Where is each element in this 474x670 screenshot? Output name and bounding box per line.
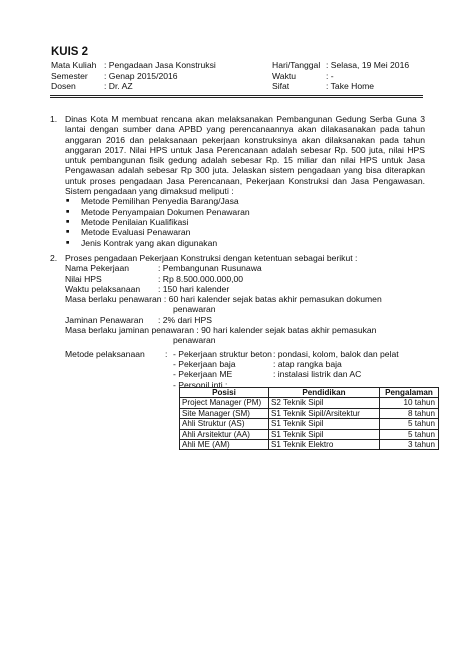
method-desc: : pondasi, kolom, balok dan pelat — [273, 348, 399, 359]
spec-value: : 150 hari kalender — [158, 283, 230, 294]
list-item: ■ Metode Penyampaian Dokumen Penawaran — [50, 207, 425, 217]
header-row — [51, 71, 423, 82]
table-cell: 3 tahun — [380, 440, 439, 450]
table-cell: S2 Teknik Sipil — [269, 398, 380, 408]
spec-value: : 2% dari HPS — [158, 314, 212, 325]
method-desc: : instalasi listrik dan AC — [273, 369, 362, 380]
spec-row — [50, 315, 425, 325]
list-item: ■ Jenis Kontrak yang akan digunakan — [50, 238, 425, 248]
header-row — [51, 81, 423, 92]
method-item: - Pekerjaan struktur beton — [173, 348, 272, 359]
spec-row — [50, 284, 425, 294]
table-cell: Ahli Struktur (AS) — [180, 419, 269, 429]
spec-label: Waktu pelaksanaan — [65, 283, 141, 294]
method-desc: : atap rangka baja — [273, 358, 342, 369]
header-value: : Pengadaan Jasa Konstruksi — [104, 60, 216, 70]
bullet-list — [50, 196, 425, 247]
table-cell: S1 Teknik Sipil — [269, 429, 380, 439]
spec-label: Nama Pekerjaan — [65, 263, 130, 274]
table-header: Posisi — [180, 388, 269, 398]
spec-value: : Pembangunan Rusunawa — [158, 263, 262, 274]
method-label: Metode pelaksanaan — [65, 348, 145, 359]
method-item: - Pekerjaan ME — [173, 369, 233, 380]
table-row — [180, 440, 439, 450]
header-value: : Selasa, 19 Mei 2016 — [326, 60, 410, 70]
table-row — [180, 419, 439, 429]
table-cell: 8 tahun — [380, 408, 439, 418]
table-cell: S1 Teknik Sipil — [269, 419, 380, 429]
table-row — [180, 408, 439, 418]
list-item: ■ Metode Pemilihan Penyedia Barang/Jasa — [50, 196, 425, 206]
list-item: ■ Metode Penilaian Kualifikasi — [50, 217, 425, 227]
table-header: Pendidikan — [269, 388, 380, 398]
table-cell: S1 Teknik Sipil/Arsitektur — [269, 408, 380, 418]
question-intro: Proses pengadaan Pekerjaan Konstruksi dengan ketentuan sebagai berikut : — [65, 253, 358, 263]
question-text: Dinas Kota M membuat rencana akan melaksanakan Pembangunan Gedung Serba Guna 3 lantai dengan sumber dana APBD yang perencanaannya akan dilakasanakan pada tahun anggaran 2016 dan pelaksanaan pekerjaan konstruksinya akan dilaksanakan pada tahun anggaran 2017. Nilai HPS untuk Jasa Perencanaan adalah sebesar Rp. 500 juta, nilai HPS untuk pembangunan fisik gedung adalah sebesar Rp. 15 miliar dan nilai HPS untuk Jasa Pengawasan adalah sebesar Rp 300 juta. Jelaskan sistem pengadaan yang bisa diterapkan untuk proses pengadaan Jasa Perencanaan, Pekerjaan Konstruksi dan Jasa Pengawasan. Sistem pengadaan yang dimaksud meliputi : — [65, 114, 425, 197]
spec-masa-penawaran-cont: penawaran — [173, 304, 216, 315]
header-value: : - — [326, 70, 334, 81]
table-cell: 5 tahun — [380, 429, 439, 439]
header-value: : Dr. AZ — [104, 81, 133, 91]
question-number: 2. — [50, 253, 58, 263]
header-label: Hari/Tanggal — [272, 60, 321, 70]
method-row — [50, 349, 425, 359]
table-header-row — [180, 388, 439, 398]
spec-masa-jaminan: Masa berlaku jaminan penawaran : 90 hari kalender sejak batas akhir pemasukan — [65, 325, 377, 336]
table-cell: 10 tahun — [380, 398, 439, 408]
method-row — [50, 369, 425, 379]
header-label: Mata Kuliah — [51, 60, 97, 70]
method-row — [50, 359, 425, 369]
spec-label: Nilai HPS — [65, 273, 102, 284]
spec-masa-penawaran: Masa berlaku penawaran : 60 hari kalender sejak batas akhir pemasukan dokumen — [65, 294, 382, 305]
question-1 — [50, 114, 425, 248]
table-cell: 5 tahun — [380, 419, 439, 429]
spec-row — [50, 263, 425, 273]
header-row — [51, 60, 423, 71]
personnel-table — [179, 387, 439, 450]
header-divider — [50, 95, 423, 96]
quiz-title: KUIS 2 — [51, 46, 89, 58]
question-number: 1. — [50, 114, 58, 124]
header-label: Waktu — [272, 70, 297, 81]
spec-label: Jaminan Penawaran — [65, 314, 144, 325]
table-header: Pengalaman — [380, 388, 439, 398]
method-item: - Pekerjaan baja — [173, 358, 236, 369]
table-cell: Ahli Arsitektur (AA) — [180, 429, 269, 439]
method-colon: : — [165, 348, 168, 359]
spec-row — [50, 274, 425, 284]
spec-masa-jaminan-cont: penawaran — [173, 335, 216, 346]
table-row — [180, 398, 439, 408]
header-label: Semester — [51, 70, 88, 81]
header-label: Dosen — [51, 81, 76, 91]
header-info — [51, 60, 423, 92]
table-row — [180, 429, 439, 439]
header-divider — [50, 97, 423, 98]
method-item: - Personil inti : — [173, 379, 228, 390]
table-cell: S1 Teknik Elektro — [269, 440, 380, 450]
table-cell: Project Manager (PM) — [180, 398, 269, 408]
header-label: Sifat — [272, 81, 290, 91]
question-2 — [50, 253, 425, 390]
list-item: ■ Metode Evaluasi Penawaran — [50, 227, 425, 237]
table-cell: Ahli ME (AM) — [180, 440, 269, 450]
header-value: : Take Home — [326, 81, 375, 91]
header-value: : Genap 2015/2016 — [104, 70, 178, 81]
spec-value: : Rp 8.500.000.000,00 — [158, 273, 244, 284]
table-cell: Site Manager (SM) — [180, 408, 269, 418]
